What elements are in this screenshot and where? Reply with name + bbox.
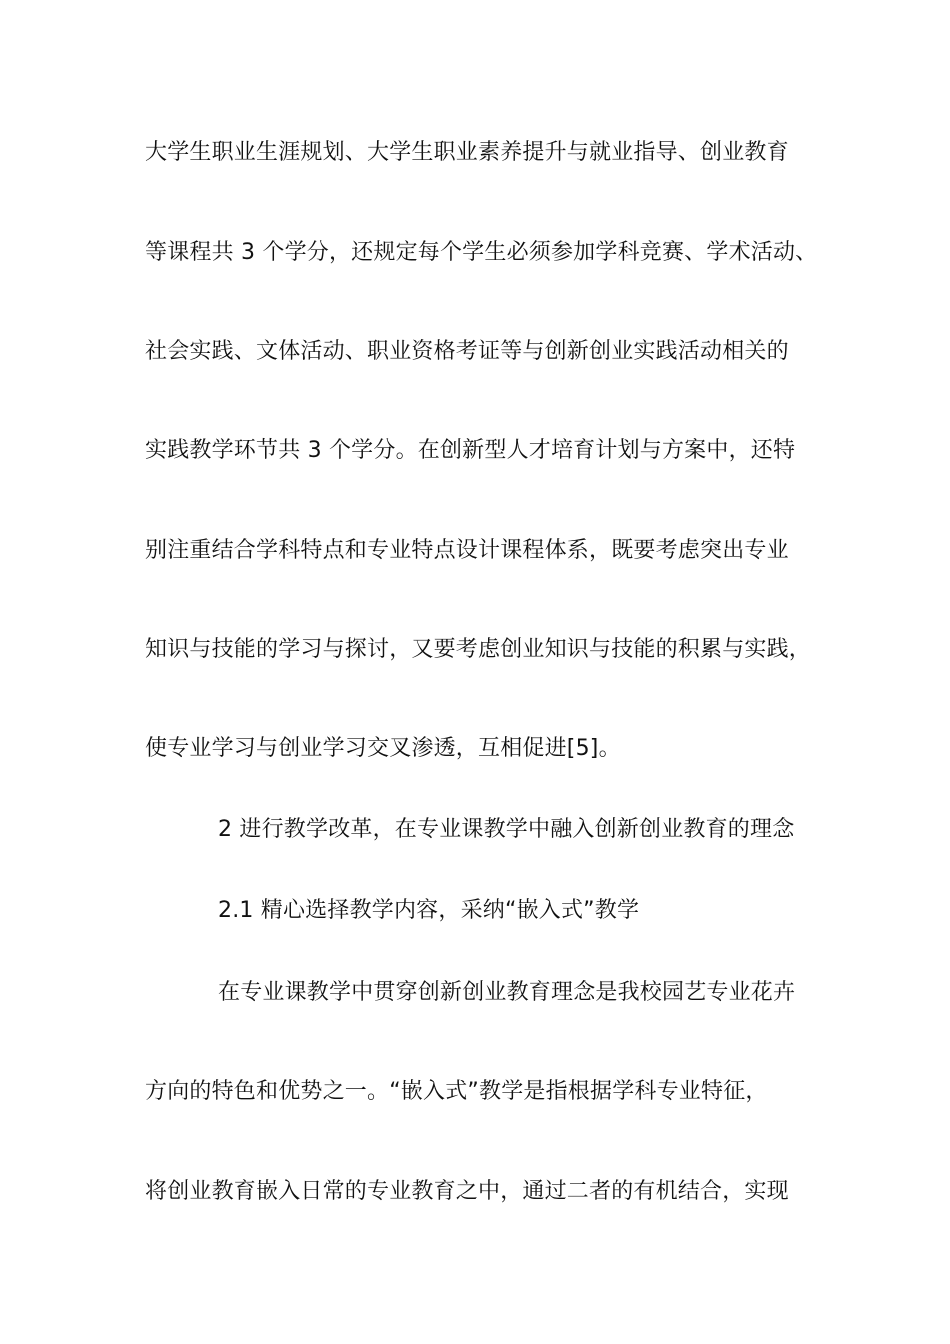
section-heading: 2 进行教学改革，在专业课教学中融入创新创业教育的理念 bbox=[218, 817, 795, 842]
paragraph-line: 社会实践、文体活动、职业资格考证等与创新创业实践活动相关的 bbox=[145, 339, 789, 364]
paragraph-line: 方向的特色和优势之一。“嵌入式”教学是指根据学科专业特征， bbox=[145, 1079, 768, 1104]
paragraph-line: 实践教学环节共 3 个学分。在创新型人才培育计划与方案中，还特 bbox=[145, 438, 796, 463]
paragraph-line: 大学生职业生涯规划、大学生职业素养提升与就业指导、创业教育 bbox=[145, 140, 789, 165]
paragraph-line: 在专业课教学中贯穿创新创业教育理念是我校园艺专业花卉 bbox=[218, 980, 796, 1005]
paragraph-line: 等课程共 3 个学分，还规定每个学生必须参加学科竞赛、学术活动、 bbox=[145, 240, 818, 265]
paragraph-line: 使专业学习与创业学习交叉渗透，互相促进[5]。 bbox=[145, 736, 621, 761]
subsection-heading: 2.1 精心选择教学内容，采纳“嵌入式”教学 bbox=[218, 898, 640, 923]
paragraph-line: 别注重结合学科特点和专业特点设计课程体系，既要考虑突出专业 bbox=[145, 538, 789, 563]
paragraph-line: 将创业教育嵌入日常的专业教育之中，通过二者的有机结合，实现 bbox=[145, 1179, 789, 1204]
paragraph-line: 知识与技能的学习与探讨，又要考虑创业知识与技能的积累与实践， bbox=[145, 637, 812, 662]
